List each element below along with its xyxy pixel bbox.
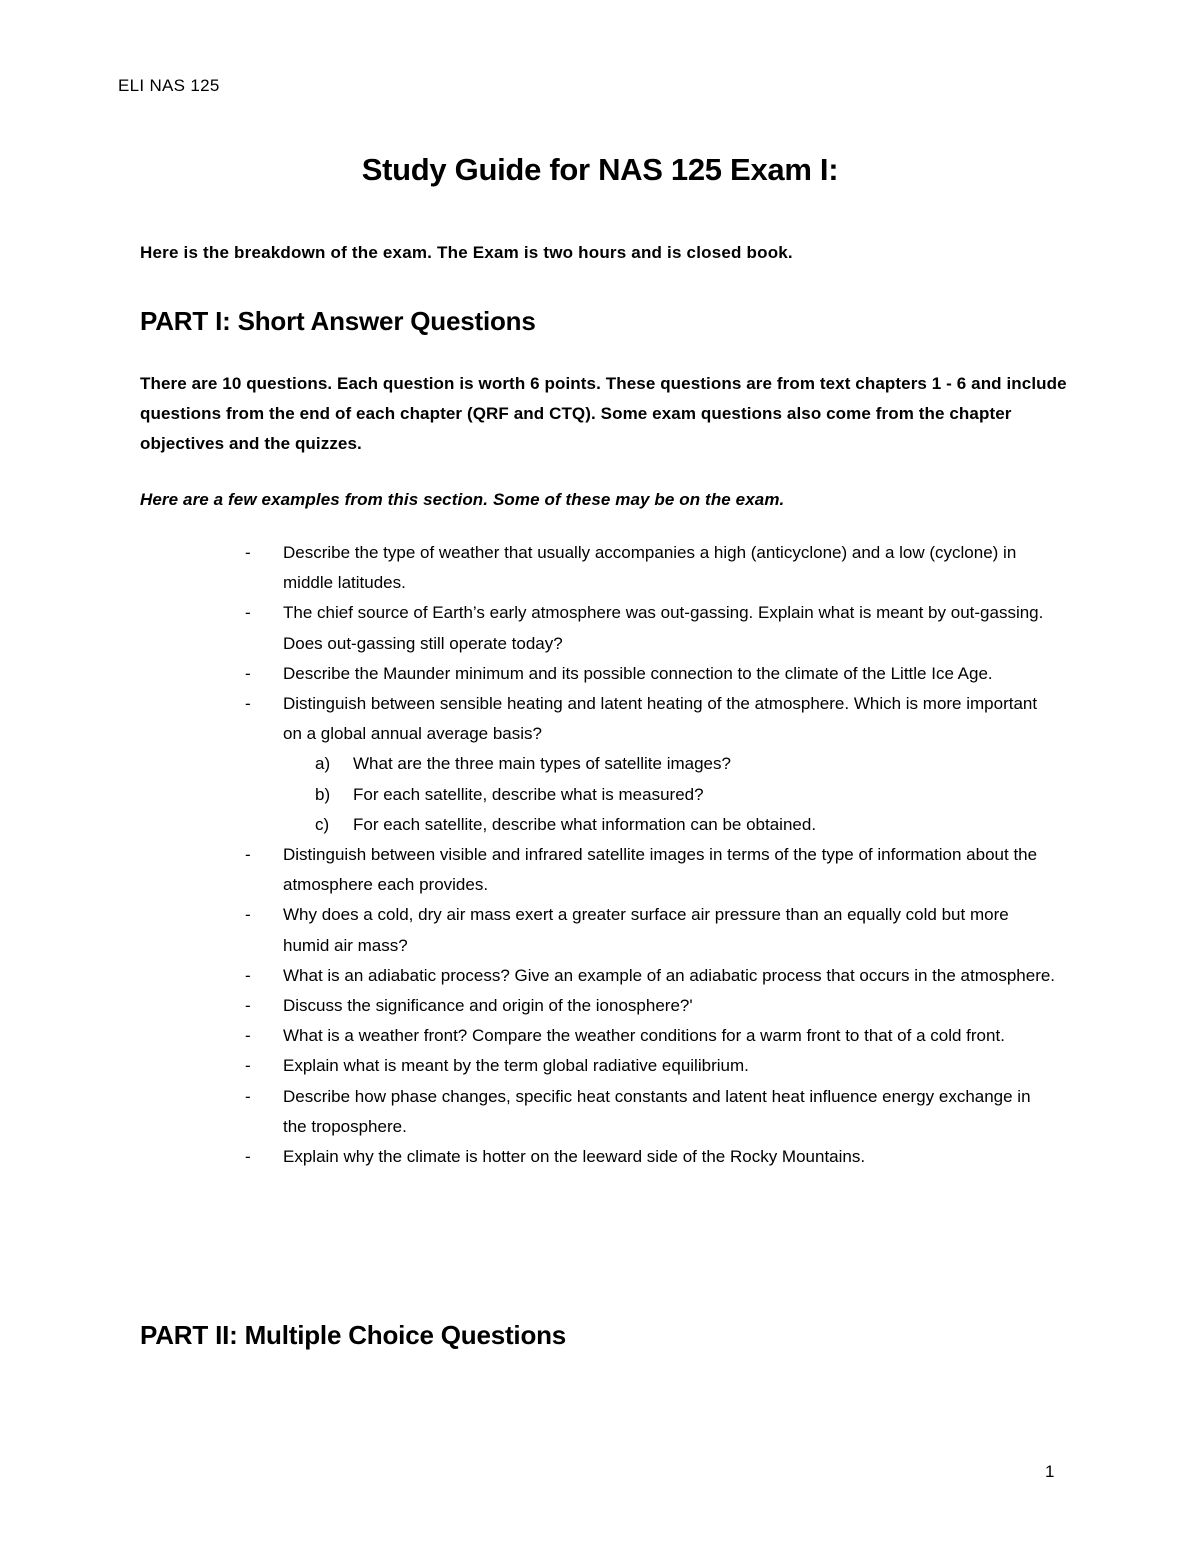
sub-question-marker: a) [315,754,331,774]
sub-question-item [283,780,1058,810]
page-number: 1 [1045,1462,1055,1481]
question-item [0,1021,1058,1051]
sub-question-text: For each satellite, describe what is measured? [353,784,704,804]
bullet-dash: - [245,845,251,865]
question-item [0,961,1058,991]
bullet-dash: - [245,996,251,1016]
bullet-dash: - [245,1026,251,1046]
question-item [0,1082,1058,1142]
question-text: Describe the Maunder minimum and its possible connection to the climate of the Little Ice Age. [283,663,993,683]
question-text: Why does a cold, dry air mass exert a greater surface air pressure than an equally cold but more humid air mass? [283,905,1009,955]
question-text: What is an adiabatic process? Give an example of an adiabatic process that occurs in the atmosphere. [283,965,1056,985]
question-item [0,900,1058,960]
question-text: What is a weather front? Compare the weather conditions for a warm front to that of a cold front. [283,1026,1005,1046]
bullet-dash: - [245,603,251,623]
part2-heading: PART II: Multiple Choice Questions [140,1320,567,1350]
sub-question-marker: b) [315,784,331,804]
question-text: Explain what is meant by the term global radiative equilibrium. [283,1056,749,1076]
question-item [0,598,1058,658]
question-text: Discuss the significance and origin of the ionosphere?' [283,996,693,1016]
question-item [0,659,1058,689]
bullet-dash: - [245,1086,251,1106]
part1-heading: PART I: Short Answer Questions [140,306,536,336]
bullet-dash: - [245,543,251,562]
sub-question-text: For each satellite, describe what information can be obtained. [353,814,817,834]
question-item [0,538,1058,598]
sub-question-list [283,749,1058,840]
question-item [0,689,1058,840]
bullet-dash: - [245,1147,251,1167]
question-list [0,538,1200,1172]
question-item [0,1142,1058,1172]
bullet-dash: - [245,965,251,985]
bullet-dash: - [245,694,251,714]
sub-question-marker: c) [315,814,330,834]
sub-question-text: What are the three main types of satellite images? [353,754,731,774]
sub-question-item [283,749,1058,779]
question-item [0,840,1058,900]
question-item [0,1051,1058,1081]
bullet-dash: - [245,663,251,683]
document-title: Study Guide for NAS 125 Exam I: [361,152,839,187]
bullet-dash: - [245,905,251,925]
page-header: ELI NAS 125 [118,76,220,95]
sub-question-item [283,810,1058,840]
question-text: Describe the type of weather that usually accompanies a high (anticyclone) and a low (cyclone) in middle latitudes. [283,543,1017,593]
question-text: Distinguish between visible and infrared satellite images in terms of the type of information about the atmosphere each provides. [283,845,1038,895]
question-text: The chief source of Earth’s early atmosphere was out-gassing. Explain what is meant by out-gassing. Does out-gassing still operate today? [283,603,1044,653]
exam-breakdown-intro: Here is the breakdown of the exam. The Exam is two hours and is closed book. [140,243,793,262]
question-text: Explain why the climate is hotter on the leeward side of the Rocky Mountains. [283,1147,866,1167]
examples-intro: Here are a few examples from this section. Some of these may be on the exam. [140,490,785,509]
part1-description: There are 10 questions. Each question is worth 6 points. These questions are from text chapters 1 - 6 and include questions from the end of each chapter (QRF and CTQ). Some exam questions also come from the chapter objectives and the quizzes. [140,374,1067,453]
question-text: Describe how phase changes, specific heat constants and latent heat influence energy exchange in the troposphere. [283,1086,1031,1136]
bullet-dash: - [245,1056,251,1076]
question-text: Distinguish between sensible heating and latent heating of the atmosphere. Which is more important on a global annual average basis? [283,694,1038,744]
question-item [0,991,1058,1021]
